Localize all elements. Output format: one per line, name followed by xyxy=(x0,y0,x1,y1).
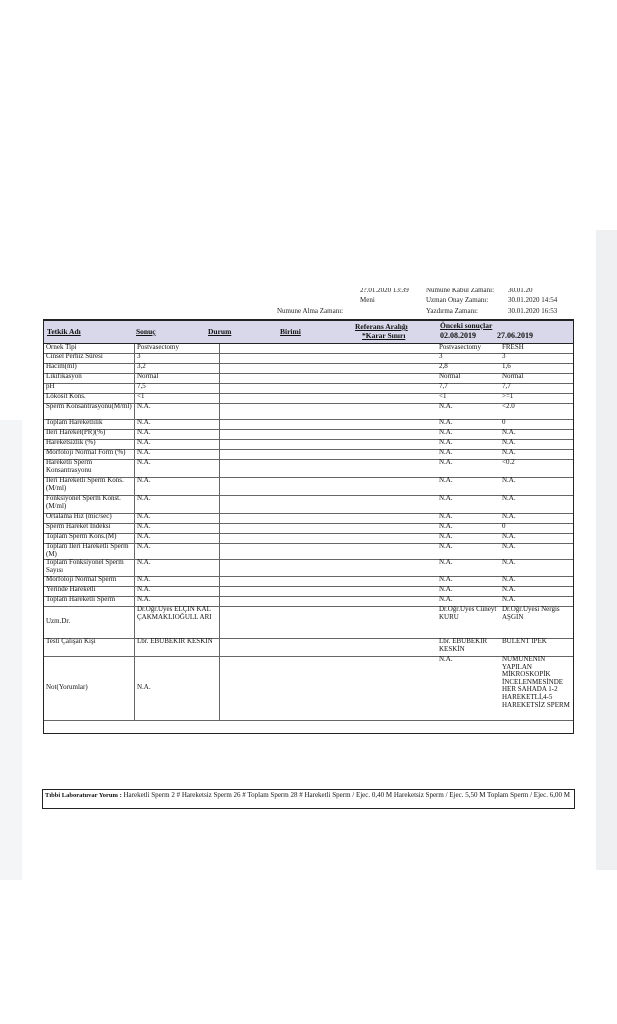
row-prev-result-1: Normal xyxy=(439,373,461,380)
row-test-name: Örnek Tipi xyxy=(46,344,135,353)
row-prev-result-2: FRESH xyxy=(502,344,524,351)
row-prev-result-2: N.A. xyxy=(502,586,516,593)
row-result: N.A. xyxy=(135,559,220,576)
row-prev-result-2: N.A. xyxy=(502,559,516,566)
row-result: 7,5 xyxy=(135,383,220,393)
row-prev-result-1: N.A. xyxy=(439,477,453,484)
row-prev-result-2: <2.0 xyxy=(502,403,515,410)
row-test-name: Toplam Fonksiyonel Sperm Sayısı xyxy=(46,559,135,576)
header-yazdirma-value: 30.01.2020 16:53 xyxy=(508,307,558,315)
row-prev-result-1: N.A. xyxy=(439,459,453,466)
row-prev-result-2: Normal xyxy=(502,373,524,380)
col-durum: Durum xyxy=(208,327,232,336)
row-test-name: pH xyxy=(46,383,135,393)
row-test-name: Uzm.Dr. xyxy=(46,606,135,638)
row-test-name: Morfoloji Normal Form (%) xyxy=(46,449,135,459)
row-prev-result-1: N.A. xyxy=(439,429,453,436)
table-row xyxy=(44,638,573,657)
row-prev-result-1: N.A. xyxy=(439,543,453,550)
scan-shadow-left xyxy=(0,420,22,880)
row-result: N.A. xyxy=(135,495,220,513)
row-prev-result-2: N.A. xyxy=(502,439,516,446)
row-test-name: Sperm Hareket İndeksi xyxy=(46,523,135,533)
lab-comment-label: Tıbbi Laboratuvar Yorum : xyxy=(45,792,122,799)
row-prev-result-2: 3 xyxy=(502,353,506,360)
row-prev-result-2: N.A. xyxy=(502,477,516,484)
table-header xyxy=(44,321,573,344)
row-prev-result-1: N.A. xyxy=(439,586,453,593)
row-prev-result-1: Dr.Öğr.Üyes Cüneyt KURU xyxy=(439,606,497,621)
row-prev-result-2: N.A. xyxy=(502,533,516,540)
row-prev-result-1: 2,8 xyxy=(439,363,448,370)
row-result: 3,2 xyxy=(135,363,220,373)
row-test-name: Morfoloji Normal Sperm xyxy=(46,576,135,586)
row-test-name: Likifikasyon xyxy=(46,373,135,383)
table-row xyxy=(44,477,573,496)
row-test-name: Hareketli Sperm Konsantrasyonu xyxy=(46,459,135,477)
row-result: N.A. xyxy=(135,533,220,543)
table-row xyxy=(44,543,573,560)
row-prev-result-1: 3 xyxy=(439,353,443,360)
row-prev-result-1: Postvasectomy xyxy=(439,344,481,351)
row-result: N.A. xyxy=(135,419,220,429)
header-uzman-onay-value: 30.01.2020 14:54 xyxy=(508,296,558,304)
row-test-name: Hacim(ml) xyxy=(46,363,135,373)
row-result: 3 xyxy=(135,353,220,363)
row-prev-result-1: 7,7 xyxy=(439,383,448,390)
row-test-name: İleri Hareketli Sperm Kons.(M/ml) xyxy=(46,477,135,495)
row-test-name: Cinsel Perhiz Süresi xyxy=(46,353,135,363)
row-prev-result-1: N.A. xyxy=(439,439,453,446)
row-prev-result-2: 0 xyxy=(502,523,506,530)
row-test-name: Testi Çalışan Kişi xyxy=(46,638,135,656)
row-test-name: Toplam Hareketlilik xyxy=(46,419,135,429)
row-prev-result-1: N.A. xyxy=(439,523,453,530)
header-uzman-onay-label: Uzman Onay Zamanı: xyxy=(426,296,489,304)
col-sonuc: Sonuç xyxy=(136,327,156,336)
row-prev-result-2: <0.2 xyxy=(502,459,515,466)
row-prev-result-2: N.A. xyxy=(502,495,516,502)
row-prev-result-1: N.A. xyxy=(439,495,453,502)
row-result: Dr.Öğr.Üyes ELÇİN KAL ÇAKMAKLIOĞULL ARI xyxy=(135,606,220,638)
row-result: N.A. xyxy=(135,513,220,523)
row-test-name: Toplam Hareketli Sperm xyxy=(46,596,135,606)
row-result: N.A. xyxy=(135,403,220,419)
row-prev-result-2: N.A. xyxy=(502,513,516,520)
row-prev-result-1: N.A. xyxy=(439,576,453,583)
table-row xyxy=(44,403,573,420)
row-result: N.A. xyxy=(135,459,220,477)
col-tetkik-adi: Tetkik Adı xyxy=(47,327,81,336)
row-prev-result-2: BÜLENT İPEK xyxy=(502,638,547,645)
row-test-name: Fonksiyonel Sperm Konst. (M/ml) xyxy=(46,495,135,513)
row-result: N.A. xyxy=(135,656,220,720)
header-yazdirma-label: Yazdırma Zamanı: xyxy=(426,307,478,315)
table-row xyxy=(44,459,573,478)
row-result: N.A. xyxy=(135,576,220,586)
table-row xyxy=(44,656,573,721)
row-test-name: Sperm Konsantrasyonu(M/ml) xyxy=(46,403,135,419)
row-prev-result-2: >=1 xyxy=(502,393,514,400)
row-prev-result-2: 7,7 xyxy=(502,383,511,390)
col-referans: Referans Aralığı xyxy=(355,322,408,331)
row-prev-result-2: NUMUNENİN YAPILAN MİKROSKOPİK İNCELENMESİNDE HER SAHADA 1-2 HAREKETLİ,4-5 HAREKETSİZ SPERM xyxy=(502,656,570,709)
row-prev-result-1: N.A. xyxy=(439,513,453,520)
lab-comment-text: Hareketli Sperm 2 # Hareketsiz Sperm 26 # Toplam Sperm 28 # Hareketli Sperm / Ejec. 0,40 M Hareketsiz Sperm / Ejec. 5,50 M Toplam Sperm / Ejec. 6,00 M xyxy=(123,791,570,799)
row-test-name: Toplam Sperm Kons.(M) xyxy=(46,533,135,543)
col-date-1: 02.08.2019 xyxy=(440,331,476,340)
header-meni: Meni xyxy=(360,296,375,304)
row-test-name: Toplam İleri Hareketli Sperm (M) xyxy=(46,543,135,559)
col-date-2: 27.06.2019 xyxy=(497,331,533,340)
row-result: N.A. xyxy=(135,543,220,559)
col-onceki-sonuclar: Önceki sonuçlar xyxy=(440,321,493,330)
row-test-name: Not(Yorumlar) xyxy=(46,656,135,720)
row-prev-result-2: 1,6 xyxy=(502,363,511,370)
table-row xyxy=(44,606,573,639)
row-result: N.A. xyxy=(135,439,220,449)
row-prev-result-1: N.A. xyxy=(439,533,453,540)
row-result: Postvasectomy xyxy=(135,344,220,353)
col-karar-siniri: *Karar Sınırı xyxy=(362,331,406,340)
row-prev-result-2: Dr.Öğr.Üyesi Nergis AŞGIN xyxy=(502,606,560,621)
row-prev-result-2: 0 xyxy=(502,419,506,426)
row-prev-result-1: N.A. xyxy=(439,656,453,663)
row-test-name: Hareketsizlik (%) xyxy=(46,439,135,449)
table-row xyxy=(44,559,573,577)
row-result: N.A. xyxy=(135,596,220,606)
row-prev-result-2: N.A. xyxy=(502,576,516,583)
row-result: Lbr. EBUBEKİR KESKİN xyxy=(135,638,220,656)
row-result: Normal xyxy=(135,373,220,383)
header-numune-alma-label: Numune Alma Zamanı: xyxy=(277,307,344,315)
lab-comment-box xyxy=(42,789,575,809)
row-prev-result-1: N.A. xyxy=(439,559,453,566)
row-prev-result-1: Lbr. EBUBEKİR KESKİN xyxy=(439,638,488,653)
row-prev-result-2: N.A. xyxy=(502,449,516,456)
row-test-name: Yerinde Hareketli xyxy=(46,586,135,596)
header-cut-date: 2?.01.2020 13:39 xyxy=(360,288,409,293)
row-result: <1 xyxy=(135,393,220,403)
row-result: N.A. xyxy=(135,477,220,495)
row-prev-result-1: N.A. xyxy=(439,403,453,410)
row-test-name: İleri Hareket(PR)(%) xyxy=(46,429,135,439)
table-row xyxy=(44,495,573,514)
row-prev-result-1: N.A. xyxy=(439,449,453,456)
row-prev-result-2: N.A. xyxy=(502,596,516,603)
row-result: N.A. xyxy=(135,523,220,533)
header-cut-kabul-value: 30.01.20 xyxy=(508,288,533,293)
row-result: N.A. xyxy=(135,586,220,596)
header-cut-kabul-label: Numune Kabul Zamanı: xyxy=(426,288,495,293)
row-test-name: Ortalama Hız (mic/sec) xyxy=(46,513,135,523)
col-birimi: Birimi xyxy=(280,327,301,336)
row-prev-result-1: N.A. xyxy=(439,419,453,426)
row-prev-result-2: N.A. xyxy=(502,543,516,550)
row-prev-result-1: N.A. xyxy=(439,596,453,603)
row-result: N.A. xyxy=(135,449,220,459)
row-prev-result-2: N.A. xyxy=(502,429,516,436)
row-prev-result-1: <1 xyxy=(439,393,447,400)
row-result: N.A. xyxy=(135,429,220,439)
scan-shadow-right xyxy=(596,230,617,870)
row-test-name: Lökosit Kons. xyxy=(46,393,135,403)
results-table xyxy=(43,319,574,734)
